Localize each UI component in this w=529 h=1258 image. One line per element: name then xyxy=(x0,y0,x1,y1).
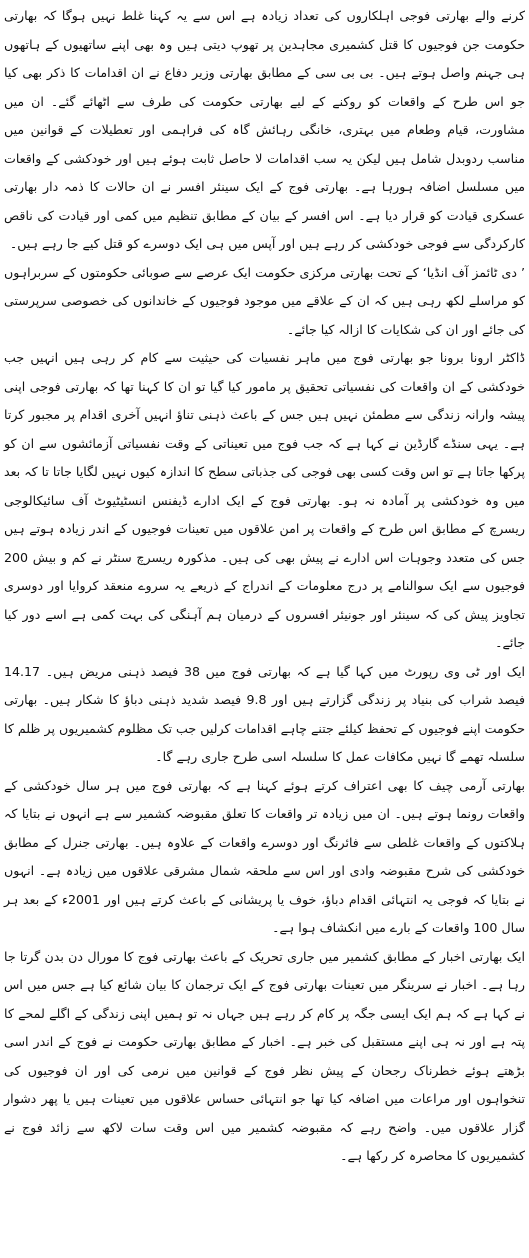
article-paragraph-2: ’ دی ٹائمز آف انڈیا‘ کے تحت بھارتی مرکزی حکومت ایک عرصے سے صوبائی حکومتوں کے سربراہوں کو مراسلے لکھ رہی ہیں کہ ان کے علاقے میں موجود فوجیوں کے خاندانوں کی خصوصی سرپرستی کی جائے اور ان کی شکایات کا ازالہ کیا جائے۔ xyxy=(4,264,525,337)
article-paragraph-3: ڈاکٹر ارونا برونا جو بھارتی فوج میں ماہر نفسیات کی حیثیت سے کام کر رہی ہیں انہیں جب خودکشی کے ان واقعات کی نفسیاتی تحقیق پر مامور کیا گیا تو ان کا کہنا تھا کہ بھارتی فوجی اپنی پیشہ وارانہ زندگی سے مطمئن نہیں ہیں جس کے باعث ذہنی تناؤ انہیں آخری اقدام پر مجبور کرتا ہے۔ یہی سنڈے گارڈین نے کہا ہے کہ جب فوج میں تعیناتی کے وقت نفسیاتی آزمائشوں سے ان کو پرکھا جاتا ہے تو اس وقت کسی بھی فوجی کی جذباتی سطح کا اندازہ کیوں نہیں لگایا جاتا تا کہ بعد میں وہ خودکشی پر آمادہ نہ ہو۔ بھارتی فوج کے ایک ادارے ڈیفنس انسٹیٹیوٹ آف سائیکالوجی ریسرچ کے مطابق اس طرح کے واقعات پر امن علاقوں میں تعینات فوجیوں کے اندر زیادہ ہوتے ہیں جس کی متعدد وجوہات اس ادارے نے پیش بھی کی ہیں۔ مذکورہ ریسرچ سنٹر نے کم و بیش 200 فوجیوں سے ایک سوالنامے پر درج معلومات کے اندراج کے ذریعے یہ سروے منعقد کروایا اور دوسری تجاویز پیش کی کہ سینئر اور جونیئر افسروں کے درمیان ہم آہنگی کی بہت کمی ہے اسے دور کیا جائے۔ xyxy=(4,350,525,650)
article-paragraph-4: ایک اور ٹی وی رپورٹ میں کہا گیا ہے کہ بھارتی فوج میں 38 فیصد ذہنی مریض ہیں۔ 14.17 فیصد شراب کی بنیاد پر زندگی گزارتے ہیں اور 9.8 فیصد شدید ذہنی دباؤ کا شکار ہیں۔ بھارتی حکومت اپنے فوجیوں کے تحفظ کیلئے جتنے چاہے اقدامات کرلیں جب تک مظلوم کشمیریوں پر ظلم کا سلسلہ تھمے گا نہیں مکافات عمل کا سلسلہ اسی طرح جاری رہے گا۔ xyxy=(4,663,526,764)
article-paragraph-1: کرنے والے بھارتی فوجی اہلکاروں کی تعداد زیادہ ہے اس سے یہ کہنا غلط نہیں ہوگا کہ بھارتی حکومت جن فوجیوں کا قتل کشمیری مجاہدین پر تھوپ دیتی ہیں وہ بھی اپنے ساتھیوں کے ہاتھوں ہی جہنم واصل ہوتے ہیں۔ بی بی سی کے مطابق بھارتی وزیر دفاع نے ان اقدامات کا ذکر بھی کیا جو اس طرح کے واقعات کو روکنے کے لیے بھارتی حکومت کی طرف سے اٹھائے گئے۔ ان میں مشاورت، قیام وطعام میں بہتری، خانگی رہائش گاہ کی فراہمی اور تعطیلات کے قوانین میں مناسب ردوبدل شامل ہیں لیکن یہ سب اقدامات لا حاصل ثابت ہوئے ہیں اور خودکشی کے واقعات میں مسلسل اضافہ ہورہا ہے۔ بھارتی فوج کے ایک سینئر افسر نے ان حالات کا ذمہ دار بھارتی عسکری قیادت کو قرار دیا ہے۔ اس افسر کے بیان کے مطابق تنظیم میں کمی اور قیادت کی ناقص کارکردگی سے فوجی خودکشی کر رہے ہیں اور آپس میں ہی ایک دوسرے کو قتل کیے جا رہے ہیں۔ xyxy=(4,8,525,251)
article-paragraph-5: بھارتی آرمی چیف کا بھی اعتراف کرتے ہوئے کہنا ہے کہ بھارتی فوج میں ہر سال خودکشی کے واقعات رونما ہوتے ہیں۔ ان میں زیادہ تر واقعات کا تعلق مقبوضہ کشمیر سے ہے انہوں نے بتایا کہ ہلاکتوں کے واقعات غلطی سے فائرنگ اور دوسرے واقعات کے علاوہ ہیں۔ بھارتی جنرل کے مطابق خودکشی کی شرح مقبوضہ وادی اور اس سے ملحقہ شمال مشرقی علاقوں میں زیادہ ہے۔ انہوں نے بتایا کہ فوجی یہ انتہائی اقدام دباؤ، خوف یا پریشانی کے باعث کرتے ہیں اور 2001ء کے بعد ہر سال 100 واقعات کے بارے میں انکشاف ہوا ہے۔ xyxy=(4,777,526,935)
article-paragraph-6: ایک بھارتی اخبار کے مطابق کشمیر میں جاری تحریک کے باعث بھارتی فوج کا مورال دن بدن گرتا جا رہا ہے۔ اخبار نے سرینگر میں تعینات بھارتی فوج کے ایک ترجمان کا بیان شائع کیا ہے جس میں اس نے کہا ہے کہ ہم ایک ایسی جگہ پر کام کر رہے ہیں جہاں نہ تو ہمیں اپنی زندگی کے اگلے لمحے کا پتہ ہے اور نہ ہی اپنے مستقبل کی خبر ہے۔ اخبار کے مطابق بھارتی حکومت نے فوج کے اندر اسی بڑھتے ہوئے خطرناک رجحان کے پیش نظر فوج کے قوانین میں نرمی کی اور ان فوجیوں کی تنخواہوں اور مراعات میں اضافہ کیا تھا جو انتہائی حساس علاقوں میں تعینات ہیں یا پھر دشوار گزار علاقوں میں۔ واضح رہے کہ مقبوضہ کشمیر میں اس وقت سات لاکھ سے زائد فوج نے کشمیریوں کا محاصرہ کر رکھا ہے۔ xyxy=(4,948,525,1163)
